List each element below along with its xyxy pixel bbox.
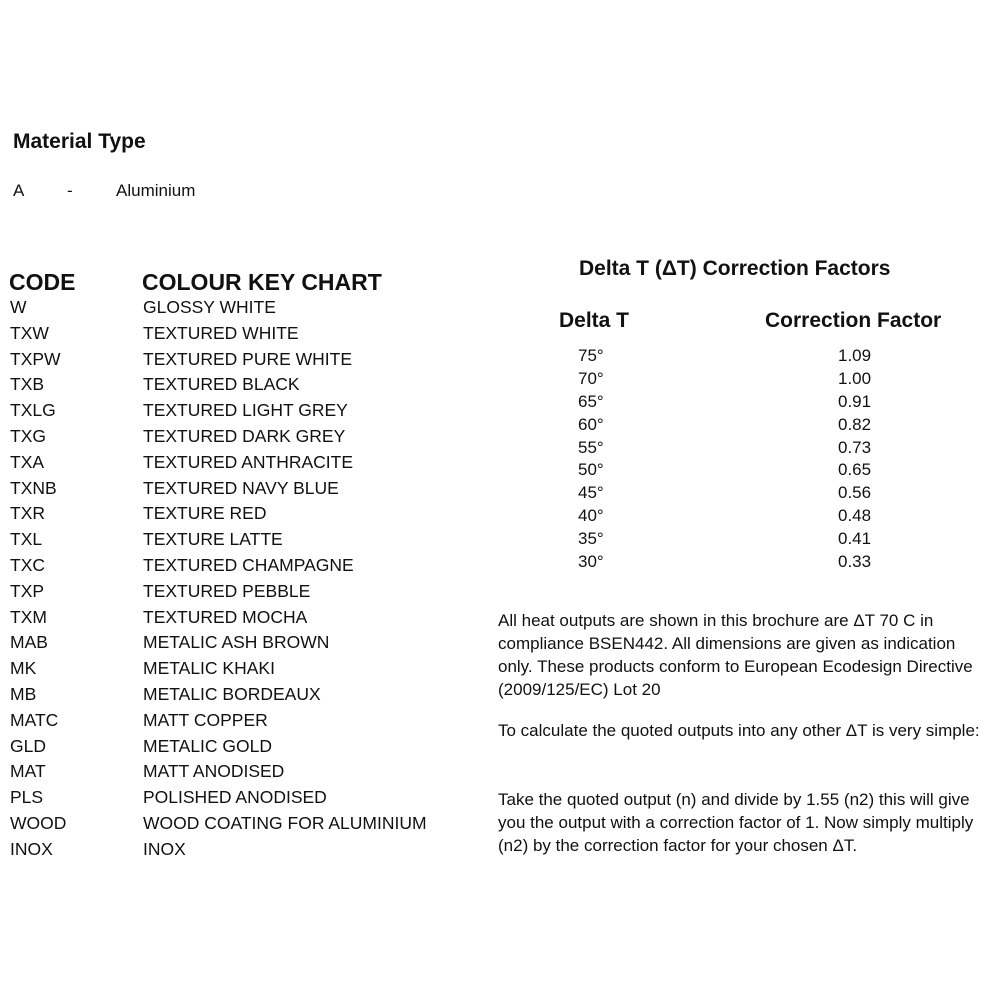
delta-t-table [560,345,920,574]
colour-name: METALIC BORDEAUX [143,683,321,704]
colour-name: TEXTURED MOCHA [143,606,308,627]
correction-factor-value: 0.73 [838,437,872,457]
correction-factor-value: 0.41 [838,529,872,549]
delta-t-title: Delta T (ΔT) Correction Factors [579,257,891,280]
colour-row [0,709,460,735]
colour-code: TXG [10,425,46,446]
colour-name: WOOD COATING FOR ALUMINIUM [143,812,427,833]
colour-row [0,451,460,477]
colour-code: TXNB [10,477,57,498]
delta-t-value: 75° [578,346,604,365]
delta-t-row [560,368,920,391]
colour-row [0,735,460,761]
colour-name: TEXTURED PURE WHITE [143,348,353,369]
colour-code: MB [10,683,37,704]
colour-row [0,554,460,580]
colour-row [0,812,460,838]
colour-code: TXP [10,580,45,601]
delta-t-value: 70° [578,368,604,388]
colour-name: INOX [143,838,186,859]
delta-t-row [560,505,920,528]
colour-row [0,322,460,348]
calculation-intro-note: To calculate the quoted outputs into any other ΔT is very simple: [498,721,980,740]
colour-name: TEXTURED DARK GREY [143,425,346,446]
colour-name: TEXTURED WHITE [143,322,299,343]
colour-row [0,606,460,632]
colour-code: TXLG [10,400,56,421]
colour-row [0,838,460,864]
colour-code: MK [10,658,37,679]
correction-factor-value: 1.00 [838,368,872,388]
colour-row [0,528,460,554]
colour-name: TEXTURE LATTE [143,529,283,550]
correction-factor-value: 0.33 [838,552,872,572]
delta-t-value: 50° [578,460,604,480]
colour-code: TXL [10,529,43,550]
colour-code: WOOD [10,812,67,833]
delta-t-value: 35° [578,529,604,549]
colour-code: MATC [10,709,59,730]
correction-factor-value: 0.65 [838,460,872,480]
colour-row [0,580,460,606]
colour-row [0,502,460,528]
colour-code: INOX [10,838,53,859]
colour-code: PLS [10,787,44,808]
delta-t-row [560,414,920,437]
delta-t-value: 60° [578,414,604,434]
colour-code: W [10,297,27,317]
material-name: Aluminium [116,181,196,200]
delta-t-row [560,528,920,551]
colour-row [0,296,460,322]
delta-t-row [560,551,920,574]
delta-t-row [560,437,920,460]
colour-name: METALIC GOLD [143,735,273,756]
colour-name: MATT COPPER [143,709,268,730]
code-column-header: CODE [9,269,76,295]
correction-factor-value: 0.56 [838,483,872,503]
delta-t-value: 65° [578,391,604,411]
colour-name: GLOSSY WHITE [143,297,276,317]
colour-code: TXB [10,374,45,395]
delta-t-value: 30° [578,552,604,572]
colour-name: METALIC ASH BROWN [143,632,330,653]
delta-t-row [560,482,920,505]
colour-row [0,373,460,399]
colour-name: TEXTURED PEBBLE [143,580,311,601]
colour-row [0,683,460,709]
correction-factor-value: 0.48 [838,506,872,526]
colour-key-list [0,296,460,864]
colour-code: TXC [10,554,45,575]
colour-row [0,760,460,786]
colour-row [0,657,460,683]
colour-code: TXPW [10,348,61,369]
delta-t-value: 40° [578,506,604,526]
colour-row [0,399,460,425]
colour-code: TXA [10,451,45,472]
correction-factor-value: 1.09 [838,346,872,365]
colour-row [0,477,460,503]
colour-code: MAT [10,761,46,782]
colour-name: TEXTURED BLACK [143,374,300,395]
colour-name: POLISHED ANODISED [143,787,327,808]
correction-factor-value: 0.82 [838,414,872,434]
delta-t-value: 55° [578,437,604,457]
colour-name: MATT ANODISED [143,761,285,782]
material-type-heading: Material Type [13,130,146,153]
material-code: A [13,181,25,200]
delta-t-row [560,345,920,368]
heat-output-note: All heat outputs are shown in this brochure are ΔT 70 C in compliance BSEN442. All dimensions are given as indication only. These products conform to European Ecodesign Directive (2009/125/EC) Lot 20 [498,611,973,699]
colour-name: METALIC KHAKI [143,658,275,679]
colour-code: TXM [10,606,47,627]
colour-code: GLD [10,735,46,756]
calculation-method-note: Take the quoted output (n) and divide by 1.55 (n2) this will give you the output with a correction factor of 1. Now simply multiply (n2) by the correction factor for your chosen ΔT. [498,790,974,855]
colour-code: TXR [10,503,45,524]
colour-name: TEXTURE RED [143,503,267,524]
colour-name: TEXTURED LIGHT GREY [143,400,348,421]
colour-name: TEXTURED CHAMPAGNE [143,554,354,575]
delta-t-row [560,459,920,482]
colour-name: TEXTURED NAVY BLUE [143,477,339,498]
colour-row [0,348,460,374]
correction-factor-value: 0.91 [838,391,872,411]
colour-code: MAB [10,632,48,653]
colour-row [0,631,460,657]
delta-t-row [560,391,920,414]
colour-key-chart-header: COLOUR KEY CHART [142,269,382,295]
colour-row [0,786,460,812]
colour-name: TEXTURED ANTHRACITE [143,451,354,472]
colour-row [0,425,460,451]
colour-code: TXW [10,322,49,343]
material-separator: - [67,181,73,200]
delta-t-value: 45° [578,483,604,503]
correction-factor-column-header: Correction Factor [765,309,942,332]
delta-t-column-header: Delta T [559,309,630,332]
